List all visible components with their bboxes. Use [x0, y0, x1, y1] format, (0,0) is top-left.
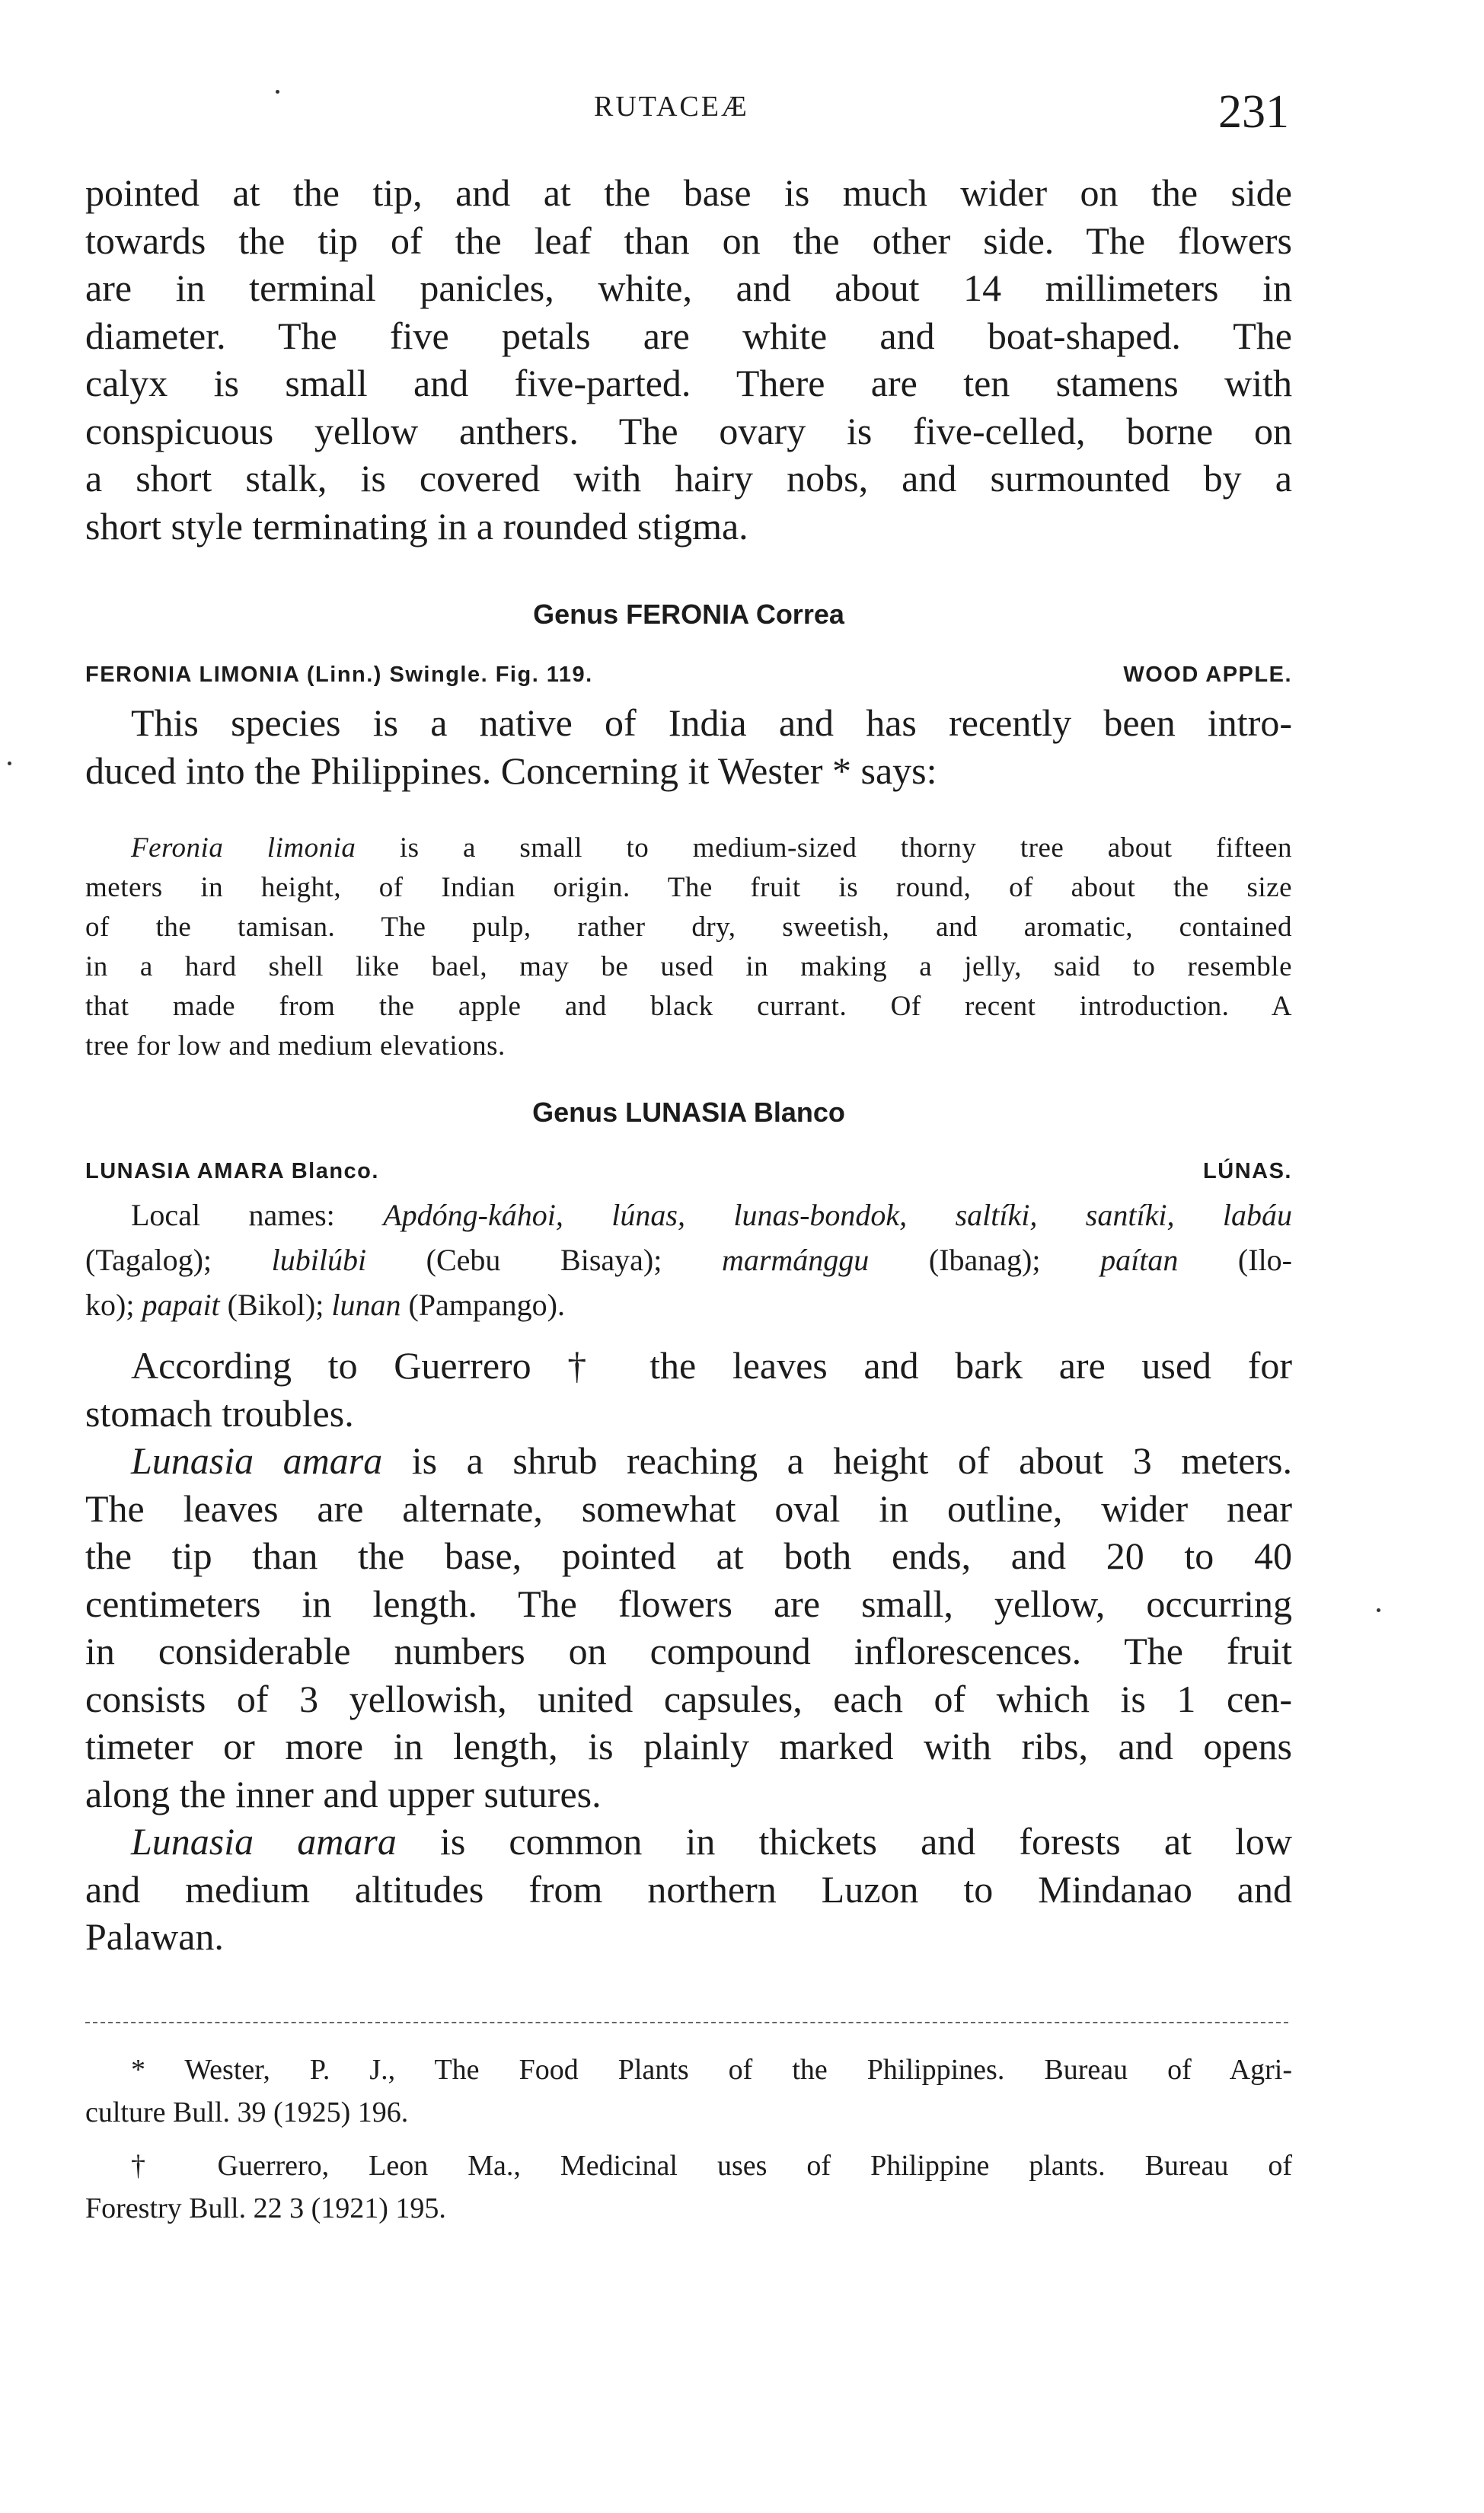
text-line: in considerable numbers on compound inflorescences. The fruit — [85, 1630, 1292, 1672]
common-name: LÚNAS. — [1203, 1159, 1292, 1183]
species-name: LUNASIA AMARA Blanco. — [85, 1159, 379, 1183]
text-line: timeter or more in length, is plainly marked with ribs, and opens — [85, 1725, 1292, 1767]
text-line: According to Guerrero † the leaves and bark are used for — [131, 1344, 1292, 1387]
text-line: along the inner and upper sutures. — [85, 1772, 602, 1815]
genus-heading-lunasia: Genus LUNASIA Blanco — [532, 1097, 845, 1128]
footnote-line: * Wester, P. J., The Food Plants of the Philippines. Bureau of Agri- — [131, 2054, 1292, 2086]
text-line: and medium altitudes from northern Luzon to Mindanao and — [85, 1867, 1292, 1911]
local-names-line: (Tagalog); lubilúbi (Cebu Bisaya); marmánggu (Ibanag); paítan (Ilo- — [85, 1243, 1293, 1277]
text-line: the tip than the base, pointed at both ends, and 20 to 40 — [85, 1534, 1292, 1577]
quote-line: tree for low and medium elevations. — [85, 1030, 506, 1062]
species-italic: Feronia limonia — [131, 832, 356, 864]
text-line: pointed at the tip, and at the base is much wider on the side — [85, 171, 1292, 214]
quote-line: of the tamisan. The pulp, rather dry, sweetish, and aromatic, contained — [85, 912, 1292, 943]
text-line: The leaves are alternate, somewhat oval in outline, wider near — [85, 1486, 1292, 1530]
species-italic: Lunasia amara — [131, 1439, 383, 1482]
footnote-rule — [85, 2022, 1288, 2023]
text-line: are in terminal panicles, white, and about 14 millimeters in — [85, 267, 1292, 309]
text-line: conspicuous yellow anthers. The ovary is five-celled, borne on — [85, 409, 1292, 452]
local-names-line: ko); papait (Bikol); lunan (Pampango). — [85, 1288, 565, 1322]
lunasia-text — [85, 1342, 1292, 1961]
species-line-lunasia — [85, 1159, 1292, 1184]
local-names — [85, 1193, 1292, 1327]
text-line: centimeters in length. The flowers are small, yellow, occurring — [85, 1582, 1292, 1625]
print-speck — [276, 90, 279, 94]
footnote-line: † Guerrero, Leon Ma., Medicinal uses of Philippine plants. Bureau of — [131, 2150, 1292, 2182]
quote-line: in a hard shell like bael, may be used in making a jelly, said to resemble — [85, 951, 1292, 982]
wester-quote — [85, 829, 1292, 1066]
text-line: duced into the Philippines. Concerning it Wester * says: — [85, 749, 937, 792]
genus-heading-feronia: Genus FERONIA Correa — [533, 599, 844, 630]
feronia-intro — [85, 699, 1292, 794]
text-line: Lunasia amara is common in thickets and forests at low — [131, 1820, 1293, 1863]
page-number: 231 — [1218, 86, 1289, 138]
text-line: diameter. The five petals are white and boat-shaped. The — [85, 314, 1292, 357]
text-line: stomach troubles. — [85, 1391, 354, 1435]
text-line: Lunasia amara is a shrub reaching a height of about 3 meters. — [131, 1439, 1292, 1482]
species-line-feronia — [85, 663, 1292, 688]
print-speck — [1377, 1608, 1380, 1612]
common-name: WOOD APPLE. — [1123, 663, 1292, 687]
intro-paragraph — [85, 169, 1292, 550]
text-line: Palawan. — [85, 1915, 224, 1958]
text-line: consists of 3 yellowish, united capsules, each of which is 1 cen- — [85, 1677, 1292, 1720]
quote-line: that made from the apple and black currant. Of recent introduction. A — [85, 991, 1292, 1022]
footnote-wester — [85, 2048, 1292, 2134]
print-speck — [8, 762, 11, 765]
local-names-line: Local names: Apdóng-káhoi, lúnas, lunas-bondok, saltíki, santíki, labáu — [131, 1198, 1293, 1232]
species-name: FERONIA LIMONIA (Linn.) Swingle. Fig. 119. — [85, 663, 593, 687]
footnote-line: Forestry Bull. 22 3 (1921) 195. — [85, 2192, 446, 2224]
text-line: This species is a native of India and has recently been intro- — [131, 701, 1292, 744]
species-italic: Lunasia amara — [131, 1820, 397, 1863]
text-line: short style terminating in a rounded stigma. — [85, 504, 748, 548]
running-head: RUTACEÆ — [594, 91, 749, 123]
quote-line: meters in height, of Indian origin. The fruit is round, of about the size — [85, 872, 1292, 903]
footnote-line: culture Bull. 39 (1925) 196. — [85, 2096, 409, 2128]
footnote-guerrero — [85, 2144, 1292, 2230]
text-line: towards the tip of the leaf than on the other side. The flowers — [85, 219, 1292, 262]
quote-line: Feronia limonia is a small to medium-sized thorny tree about fifteen — [131, 832, 1292, 864]
text-line: calyx is small and five-parted. There are ten stamens with — [85, 362, 1292, 404]
text-line: a short stalk, is covered with hairy nobs, and surmounted by a — [85, 457, 1292, 500]
footnotes — [85, 2048, 1292, 2240]
